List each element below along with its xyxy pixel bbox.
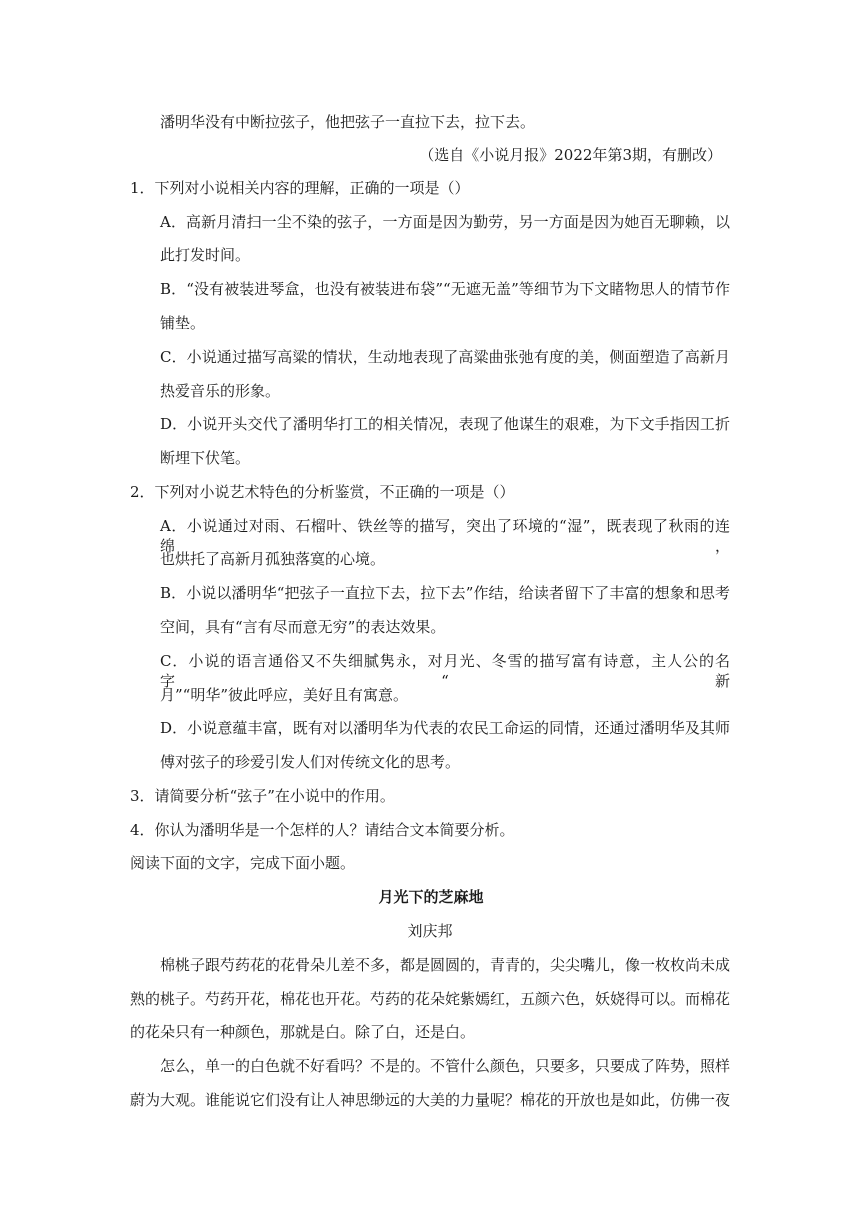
reading-instruction: 阅读下面的文字，完成下面小题。 <box>130 854 356 872</box>
question-2-option-d-line-2: 傅对弦子的珍爱引发人们对传统文化的思考。 <box>160 753 461 771</box>
passage-source: （选自《小说月报》2022年第3期，有删改） <box>419 146 722 164</box>
article-paragraph-2-line-1: 怎么，单一的白色就不好看吗？不是的。不管什么颜色，只要多，只要成了阵势，照样 <box>160 1057 731 1075</box>
question-1-option-d-line-1: D．小说开头交代了潘明华打工的相关情况，表现了他谋生的艰难，为下文手指因工折 <box>160 415 730 433</box>
question-3-stem: 3．请简要分析“弦子”在小说中的作用。 <box>130 787 395 805</box>
article-paragraph-2-line-2: 蔚为大观。谁能说它们没有让人神思缈远的大美的力量呢？棉花的开放也是如此，仿佛一夜 <box>130 1091 731 1109</box>
question-2-option-c-line-2: 月”“明华”彼此呼应，美好且有寓意。 <box>160 686 409 704</box>
question-2-option-b-line-1: B．小说以潘明华“把弦子一直拉下去，拉下去”作结，给读者留下了丰富的想象和思考 <box>160 584 730 602</box>
passage-closing-line: 潘明华没有中断拉弦子，他把弦子一直拉下去，拉下去。 <box>160 113 536 131</box>
question-2-option-d-line-1: D．小说意蕴丰富，既有对以潘明华为代表的农民工命运的同情，还通过潘明华及其师 <box>160 719 730 737</box>
question-4-stem: 4．你认为潘明华是一个怎样的人？请结合文本简要分析。 <box>130 821 515 839</box>
question-1-option-d-line-2: 断埋下伏笔。 <box>160 449 251 467</box>
article-author: 刘庆邦 <box>407 922 453 940</box>
article-title: 月光下的芝麻地 <box>378 888 484 906</box>
question-2-option-a-line-2: 也烘托了高新月孤独落寞的心境。 <box>160 550 386 568</box>
question-1-option-c-line-1: C．小说通过描写高粱的情状，生动地表现了高粱曲张弛有度的美，侧面塑造了高新月 <box>160 348 730 366</box>
question-1-option-a-line-1: A．高新月清扫一尘不染的弦子，一方面是因为勤劳，另一方面是因为她百无聊赖，以 <box>160 213 730 231</box>
article-paragraph-1-line-2: 熟的桃子。芍药开花，棉花也开花。芍药的花朵姹紫嫣红，五颜六色，妖娆得可以。而棉花 <box>130 990 731 1008</box>
question-2-option-c-line-1: C．小说的语言通俗又不失细腻隽永，对月光、冬雪的描写富有诗意，主人公的名字“新 <box>160 652 730 690</box>
question-2-option-b-line-2: 空间，具有“言有尽而意无穷”的表达效果。 <box>160 618 446 636</box>
question-1-option-b-line-2: 铺垫。 <box>160 314 206 332</box>
article-paragraph-1-line-1: 棉桃子跟芍药花的花骨朵儿差不多，都是圆圆的，青青的，尖尖嘴儿，像一枚枚尚未成 <box>160 956 731 974</box>
question-1-option-a-line-2: 此打发时间。 <box>160 246 251 264</box>
question-2-stem: 2．下列对小说艺术特色的分析鉴赏，不正确的一项是（） <box>130 483 515 501</box>
question-1-option-b-line-1: B．“没有被装进琴盒，也没有被装进布袋”“无遮无盖”等细节为下文睹物思人的情节作 <box>160 280 730 298</box>
question-1-stem: 1．下列对小说相关内容的理解，正确的一项是（） <box>130 179 470 197</box>
question-1-option-c-line-2: 热爱音乐的形象。 <box>160 382 281 400</box>
question-2-option-a-line-1: A．小说通过对雨、石榴叶、铁丝等的描写，突出了环境的“湿”，既表现了秋雨的连绵， <box>160 517 730 555</box>
article-paragraph-1-line-3: 的花朵只有一种颜色，那就是白。除了白，还是白。 <box>130 1023 476 1041</box>
